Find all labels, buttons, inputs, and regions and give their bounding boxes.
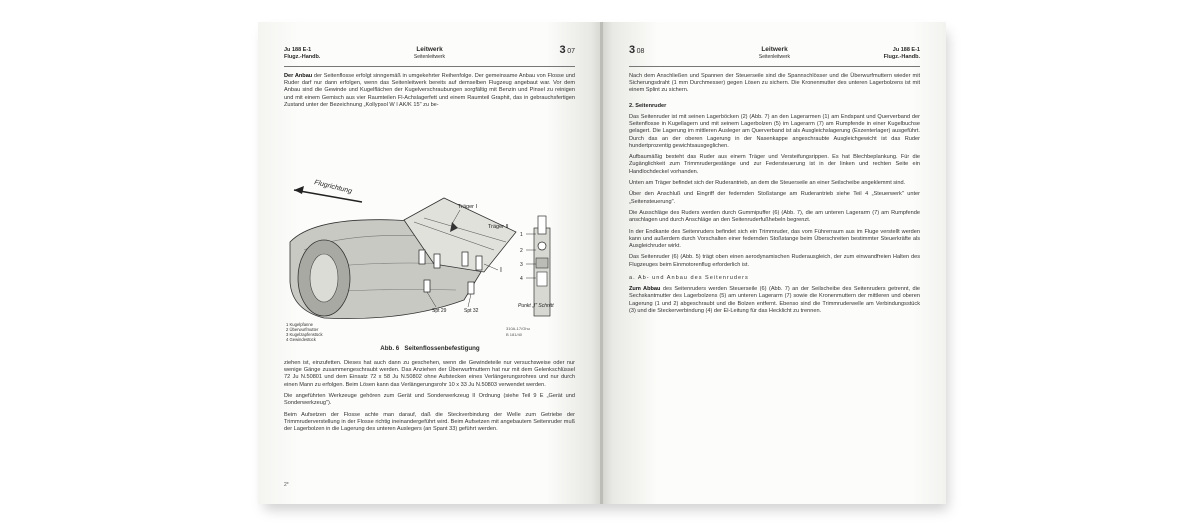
legend-item: 4 Gewindestück [286, 337, 316, 342]
section-title: Leitwerk [761, 46, 788, 53]
detail-marker-2: 2 [520, 248, 523, 254]
paragraph: Nach dem Anschließen und Spannen der Steuerseile sind die Spannschlösser und die Überwurfmuttern wieder mit Sicherungsdraht (1 mm Durchmesser) gegen Lösen zu sichern. Die Kronenmutter des unteren Lagerbolzens ist mit einem Splint zu sichern. [629, 73, 920, 94]
left-header-title [284, 46, 575, 60]
figure-ref-1: 310A-17/Ghu [506, 326, 530, 331]
section-title: Leitwerk [416, 46, 443, 53]
handbook-name: Flugz.-Handb. [883, 54, 920, 60]
label-traeger-1: Träger I [458, 204, 478, 210]
detail-marker-3: 3 [520, 262, 523, 268]
page-footer-mark: 2* [284, 482, 289, 488]
intro-bold: Der Anbau [284, 73, 313, 79]
subsection-heading: a. Ab- und Anbau des Seitenruders [629, 274, 749, 281]
paragraph: Das Seitenruder (6) (Abb. 5) trägt oben einen aerodynamischen Ruderausgleich, der zum einwandfreien Halten des Flugzeuges beim Einmotorenflug erforderlich ist. [629, 254, 920, 268]
right-header-model [884, 47, 920, 61]
left-body-text [284, 360, 575, 437]
paragraph: Über den Anschluß und Eingriff der federnden Stoßstange am Ruderantrieb siehe Teil 4 „Steuerwerk" unter „Seitensteuerung". [629, 191, 920, 205]
right-page [603, 22, 946, 504]
legend-item: 2 Überwurfmutter [286, 327, 319, 332]
paragraph: Beim Aufsetzen der Flosse achte man darauf, daß die Steckverbindung der Welle zum Getriebe der Trimmruderverstellung in der Flosse richtig ineinandergeführt wird. Beim Aufsetzen mit angebautem Seitenruder muß der Lagerbolzen in die Lagerung des unteren Auslegers (an Spant 33) geführt werden. [284, 411, 575, 432]
caption-number: Abb. 6 [380, 345, 400, 352]
label-spt29: Spt 29 [432, 308, 447, 314]
paragraph: Aufbaumäßig besteht das Ruder aus einem Träger und Versteifungsrippen. Es hat Blechbeplankung. Für die Zugänglichkeit zum Trimmrudergestänge und zur Federsteuerung ist in der linken und rechten Seite ein Handlochdeckel vorhanden. [629, 154, 920, 175]
figure-ref-2: B 181/40 [506, 332, 523, 337]
label-mark-I: I [500, 267, 502, 274]
legend-item: 1 Kugelpfanne [286, 322, 314, 327]
handbook-name: Flugz.-Handb. [284, 54, 321, 60]
right-page-header [629, 44, 920, 67]
model-name: Ju 188 E-1 [284, 47, 312, 53]
paragraph: des Seitenruders werden Steuerseile (6) (Abb. 7) an der Seilscheibe des Seitenruders getrennt, die Sechskantmutter des Lagerbolzens (5) am unteren Lagerarm (7) sowie die Kronenmuttern der mittleren und oberen Lagerung (1 und 2) abgeschraubt und die Bolzen entfernt. Ebenso sind die Trimmruderwelle am Verbindungsstück (3) und die Steckerverbindung (4) der El-Leitung für das Hecklicht zu trennen. [629, 286, 920, 314]
figure-legend [286, 322, 323, 342]
paragraph: ziehen ist, einzufetten. Dieses hat auch dann zu geschehen, wenn die Gewindeteile nur versuchsweise oder nur wenige Gänge zusammengeschraubt werden. Das Anziehen der Überwurfmuttern hat nur mit dem Gelenkschlüssel 72 Ju N.50801 und dem Einsatz 72 x 58 Ju N.50802 ohne Aufstecken eines Verlängerungsrohres und nur durch einen Mann zu erfolgen. Beim Lösen kann das Verlängerungsrohr 10 x 33 Ju N.50803 verwendet werden. [284, 360, 575, 388]
left-page [258, 22, 601, 504]
detail-marker-1: 1 [520, 232, 523, 238]
left-page-header [284, 44, 575, 67]
flight-direction-label: Flugrichtung [313, 179, 353, 196]
intro-paragraph: der Seitenflosse erfolgt sinngemäß in umgekehrter Reihenfolge. Der gemeinsame Anbau von Flosse und Ruder darf nur dann erfolgen, wenn das Seitenleitwerk bereits auf demselben Flugzeug angebaut war. Vor dem Anbau sind die Gewinde und Kugelflächen der Kugelverschraubungen sorgfältig mit Benzin und Pinsel zu reinigen und mit einem Gemisch aus vier Raumteilen Fl-Achslagerfett und einem Raumteil Graphit, das in gebrauchsfertigen Zustand unter der Bezeichnung „Kollypsol W I AK/K 15" zu be- [284, 73, 575, 108]
right-header-title [629, 46, 920, 60]
paragraph: Unten am Träger befindet sich der Ruderantrieb, an dem die Steuerseile an einer Seilscheibe angeklemmt sind. [629, 180, 906, 186]
figure-6 [284, 172, 576, 357]
paragraph: Die angeführten Werkzeuge gehören zum Gerät und Sonderwerkzeug II Ordnung (siehe Teil 9 E „Gerät und Sonderwerkzeug"). [284, 393, 575, 407]
page-number-sub: 07 [567, 48, 575, 55]
section-heading: 2. Seitenruder [629, 102, 667, 109]
right-body-text [629, 73, 920, 319]
page-number-main: 3 [629, 44, 636, 56]
paragraph: Die Ausschläge des Ruders werden durch Gummipuffer (6) (Abb. 7), die am unteren Lagerarm (7) am Rumpfende anschlagen und durch Anschläge an den Seitenruderfußhebeln begrenzt. [629, 209, 920, 224]
paragraph: In der Endkante des Seitenruders befindet sich ein Trimmruder, das vom Führerraum aus im Fluge verstellt werden kann und außerdem durch Vorschalten einer federnden Stoßstange beim Überschreiten bestimmter Steuerkräfte als Ausgleichruder wirkt. [629, 228, 920, 249]
label-traeger-2: Träger II [488, 224, 509, 230]
label-spt32: Spt 32 [464, 308, 479, 314]
section-subtitle: Seitenleitwerk [413, 54, 446, 60]
open-book [258, 22, 946, 504]
legend-item: 3 Kugelzapfenstück [286, 332, 323, 337]
section-subtitle: Seitenleitwerk [758, 54, 791, 60]
figure-caption [284, 345, 576, 352]
tail-fin-illustration [284, 172, 576, 344]
paragraph-bold-lead: Zum Abbau [629, 286, 661, 293]
page-number-main: 3 [559, 44, 566, 56]
left-page-number [559, 44, 575, 56]
page-number-sub: 08 [636, 48, 645, 55]
detail-caption: Punkt „I" Schnitt [518, 303, 554, 309]
detail-marker-4: 4 [520, 276, 523, 282]
left-intro-text [284, 73, 575, 113]
paragraph: Das Seitenruder ist mit seinen Lagerböcken (2) (Abb. 7) an den Lagerarmen (1) am Endspant und Querverband der Seitenflosse in Kugellagern und mit seinem Lagerbolzen (5) im Lagerarm (7) am Rumpfende in einer Kugelbuchse gelagert. Die Lagerung im mittleren Ausleger am Querverband ist als Ausgleichslagerung (Exzenterlager) ausgeführt. Durch das an der oberen Lagerung in der Nasenkappe angeschraubte Ausgleichgewicht ist das Ruder hundertprozentig gewichtsausgeglichen. [629, 114, 920, 149]
caption-text: Seitenflossenbefestigung [404, 345, 480, 352]
model-name: Ju 188 E-1 [892, 47, 920, 53]
